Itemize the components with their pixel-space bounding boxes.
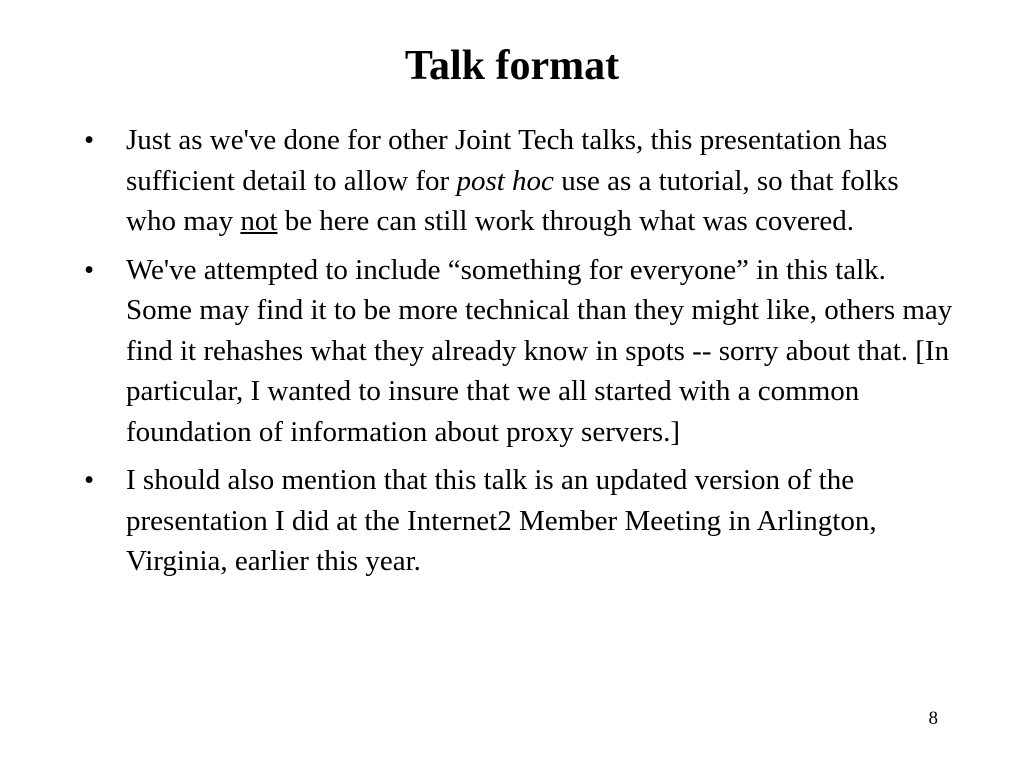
bullet-item-3 (84, 460, 954, 582)
bullet-dot-icon: • (84, 253, 95, 286)
bullet-1-text-end: be here can still work through what was covered. (277, 205, 855, 237)
bullet-item-2 (84, 250, 954, 453)
bullet-1-text-middle: use as a tutorial, so that folks who may (126, 164, 899, 237)
bullet-1-underlined-text: not (240, 205, 278, 237)
bullet-list (84, 120, 954, 590)
bullet-1-text-start: Just as we've done for other Joint Tech talks, this presentation has sufficient detail to allow for (126, 124, 888, 197)
bullet-1-italic-text: post hoc (456, 164, 554, 197)
bullet-dot-icon: • (84, 124, 95, 156)
bullet-item-1 (84, 120, 954, 242)
bullet-2-text: We've attempted to include “something for everyone” in this talk. Some may find it to be more technical than they might like, others may find it rehashes what they already know in spots -- sorry about that. [In particular, I wanted to insure that we all started with a common foundation of information about proxy servers.] (126, 253, 953, 448)
slide-title: Talk format (404, 43, 620, 89)
bullet-dot-icon: • (84, 464, 95, 496)
bullet-3-text: I should also mention that this talk is an updated version of the presentation I did at the Internet2 Member Meeting in Arlington, Virginia, earlier this year. (126, 464, 877, 577)
page-number: 8 (928, 708, 938, 729)
